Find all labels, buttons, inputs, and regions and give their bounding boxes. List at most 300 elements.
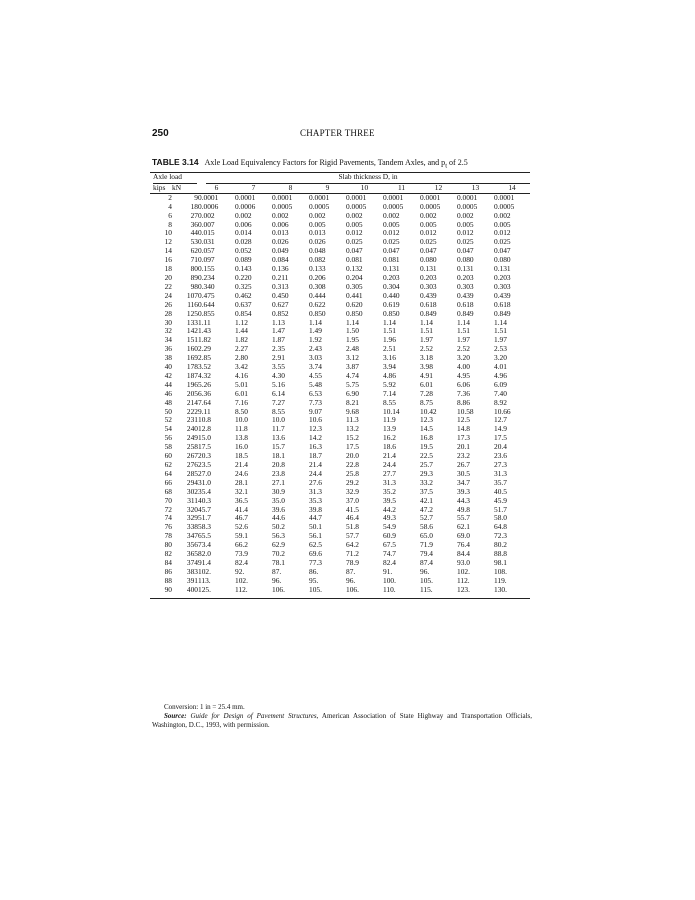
factor-cell: 2.91 <box>272 353 285 363</box>
kn-cell: 142 <box>186 326 198 336</box>
kn-cell: 36 <box>190 219 198 229</box>
slab-thickness-header: Slab thickness D, in <box>198 173 530 184</box>
factor-cell: 0.475 <box>198 290 215 300</box>
factor-cell: 80.2 <box>494 540 507 550</box>
factor-cell: 24.4 <box>309 468 322 478</box>
table-body <box>150 193 530 598</box>
factor-cell: 7.27 <box>272 397 285 407</box>
factor-cell: 0.133 <box>309 264 326 274</box>
kips-cell: 44 <box>164 379 172 389</box>
kn-cell: 347 <box>186 531 198 541</box>
kips-cell: 58 <box>164 442 172 452</box>
source-text: American Association of State Highway and Transportation Officials, Washington, D.C., 1993, with permission. <box>152 712 533 729</box>
factor-cell: 78.9 <box>346 557 359 567</box>
factor-cell: 0.849 <box>420 308 437 318</box>
factor-cell: 1.95 <box>346 335 359 345</box>
kn-cell: 62 <box>190 246 198 256</box>
factor-cell: 18.1 <box>272 451 285 461</box>
factor-cell: 40.5 <box>494 486 507 496</box>
factor-cell: 0.025 <box>383 237 400 247</box>
factor-cell: 1.92 <box>309 335 322 345</box>
factor-cell: 0.005 <box>494 219 511 229</box>
factor-cell: 0.131 <box>494 264 511 274</box>
factor-cell: 0.622 <box>309 299 326 309</box>
factor-cell: 130. <box>494 586 530 598</box>
factor-cell: 4.01 <box>494 362 507 372</box>
factor-cell: 0.0001 <box>309 192 330 202</box>
factor-cell: 96. <box>420 566 430 576</box>
factor-cell: 10.58 <box>457 406 474 416</box>
kn-cell: 160 <box>186 344 198 354</box>
conversion-note: Conversion: 1 in = 25.4 mm. <box>164 703 245 711</box>
factor-cell: 15.7 <box>272 442 285 452</box>
kips-cell: 32 <box>164 326 172 336</box>
kn-cell: 276 <box>186 460 198 469</box>
factor-cell: 0.084 <box>272 255 289 265</box>
kips-cell: 70 <box>164 495 172 505</box>
factor-cell: 0.852 <box>272 308 289 318</box>
factor-cell: 72.3 <box>494 531 507 541</box>
factor-cell: 0.203 <box>457 272 474 282</box>
kn-cell: 116 <box>187 299 198 309</box>
factor-cell: 51.8 <box>346 522 359 532</box>
chapter-title: CHAPTER THREE <box>300 128 375 138</box>
factor-cell: 24.6 <box>235 468 248 478</box>
factor-cell: 34.7 <box>457 477 470 487</box>
kn-cell: 302 <box>186 486 198 496</box>
factor-cell: 0.005 <box>346 219 363 229</box>
factor-cell: 0.0005 <box>494 201 515 211</box>
factor-cell: 55.7 <box>457 513 470 523</box>
factor-cell: 44.3 <box>457 495 470 505</box>
factor-cell: 110. <box>383 586 420 598</box>
factor-cell: 82.4 <box>235 557 248 567</box>
factor-cell: 105. <box>420 575 433 585</box>
kn-cell: 196 <box>186 379 198 389</box>
page-number: 250 <box>152 128 169 139</box>
kn-cell: 311 <box>187 495 198 505</box>
factor-cell: 17.3 <box>457 433 470 443</box>
kips-cell: 12 <box>164 237 172 247</box>
factor-cell: 0.850 <box>309 308 326 318</box>
factor-cell: 17.5 <box>198 442 211 452</box>
factor-cell: 119. <box>494 575 507 585</box>
factor-cell: 91.4 <box>198 557 211 567</box>
factor-cell: 27.3 <box>494 460 507 469</box>
factor-cell: 3.87 <box>346 362 359 372</box>
kips-cell: 72 <box>164 504 172 514</box>
factor-cell: 21.4 <box>383 451 396 461</box>
factor-cell: 10.14 <box>383 406 400 416</box>
factor-cell: 106. <box>272 586 309 598</box>
factor-cell: 2.29 <box>198 344 211 354</box>
factor-cell: 102. <box>457 566 470 576</box>
factor-cell: 71.2 <box>346 549 359 559</box>
kips-cell: 90 <box>150 586 172 598</box>
factor-cell: 32.1 <box>235 486 248 496</box>
kips-cell: 36 <box>164 344 172 354</box>
factor-cell: 17.5 <box>494 433 507 443</box>
factor-cell: 113. <box>198 575 211 585</box>
kips-cell: 68 <box>164 486 172 496</box>
factor-cell: 44.7 <box>309 513 322 523</box>
factor-cell: 3.16 <box>383 353 396 363</box>
kn-cell: 214 <box>186 397 198 407</box>
factor-cell: 62.5 <box>309 540 322 550</box>
factor-cell: 1.43 <box>198 326 211 336</box>
factor-cell: 0.047 <box>383 246 400 256</box>
factor-cell: 66.2 <box>235 540 248 550</box>
factor-cell: 9.07 <box>309 406 322 416</box>
factor-cell: 70.2 <box>272 549 285 559</box>
factor-cell: 1.44 <box>235 326 248 336</box>
factor-cell: 27.7 <box>383 468 396 478</box>
factor-cell: 6.90 <box>346 388 359 398</box>
factor-cell: 0.026 <box>272 237 289 247</box>
factor-cell: 0.308 <box>309 281 326 291</box>
factor-cell: 0.0005 <box>309 201 330 211</box>
factor-cell: 0.132 <box>346 264 363 274</box>
kips-cell: 2 <box>168 192 172 202</box>
thickness-header: 7 <box>235 184 272 193</box>
factor-cell: 1.51 <box>383 326 396 336</box>
factor-cell: 13.2 <box>346 424 359 434</box>
factor-cell: 2.51 <box>383 344 396 354</box>
factor-cell: 69.6 <box>309 549 322 559</box>
factor-cell: 50.2 <box>272 522 285 532</box>
factor-cell: 0.0001 <box>235 192 256 202</box>
factor-cell: 0.028 <box>235 237 252 247</box>
factor-cell: 82.4 <box>383 557 396 567</box>
kips-cell: 18 <box>164 264 172 274</box>
kips-cell: 74 <box>164 513 172 523</box>
factor-cell: 86. <box>309 566 319 576</box>
factor-cell: 0.450 <box>272 290 289 300</box>
factor-cell: 1.49 <box>309 326 322 336</box>
factor-cell: 0.015 <box>198 228 215 238</box>
kips-cell: 22 <box>164 281 172 291</box>
factor-cell: 2.27 <box>235 344 248 354</box>
factor-cell: 0.619 <box>383 299 400 309</box>
factor-cell: 0.089 <box>235 255 252 265</box>
factor-cell: 0.441 <box>346 290 363 300</box>
factor-cell: 0.313 <box>272 281 289 291</box>
factor-cell: 4.74 <box>346 370 359 380</box>
factor-cell: 3.03 <box>309 353 322 363</box>
kips-cell: 10 <box>164 228 172 238</box>
axle-load-table <box>150 172 530 599</box>
factor-cell: 1.14 <box>383 317 396 327</box>
factor-cell: 0.081 <box>383 255 400 265</box>
factor-cell: 4.86 <box>383 370 396 380</box>
factor-cell: 0.136 <box>272 264 289 274</box>
factor-cell: 0.305 <box>346 281 363 291</box>
factor-cell: 0.0001 <box>346 192 367 202</box>
factor-cell: 96. <box>346 575 356 585</box>
kn-header: kN <box>172 184 198 193</box>
factor-cell: 5.92 <box>383 379 396 389</box>
factor-cell: 2.52 <box>457 344 470 354</box>
source-note <box>152 712 532 730</box>
factor-cell: 0.012 <box>457 228 474 238</box>
factor-cell: 54.9 <box>383 522 396 532</box>
factor-cell: 1.13 <box>272 317 285 327</box>
factor-cell: 1.51 <box>420 326 433 336</box>
factor-cell: 45.9 <box>494 495 507 505</box>
factor-cell: 0.0006 <box>198 201 219 211</box>
kn-cell: 178 <box>186 362 198 372</box>
kips-cell: 30 <box>164 317 172 327</box>
factor-cell: 1.87 <box>272 335 285 345</box>
factor-cell: 91. <box>383 566 393 576</box>
factor-cell: 0.220 <box>235 272 252 282</box>
kips-cell: 24 <box>164 290 172 300</box>
kn-cell: 374 <box>186 557 198 567</box>
factor-cell: 0.303 <box>457 281 474 291</box>
factor-cell: 4.00 <box>457 362 470 372</box>
factor-cell: 0.047 <box>420 246 437 256</box>
factor-cell: 64.2 <box>346 540 359 550</box>
factor-cell: 2.52 <box>420 344 433 354</box>
factor-cell: 1.14 <box>346 317 359 327</box>
factor-cell: 32.9 <box>346 486 359 496</box>
factor-cell: 14.2 <box>309 433 322 443</box>
factor-cell: 0.006 <box>272 219 289 229</box>
factor-cell: 73.4 <box>198 540 211 550</box>
factor-cell: 4.16 <box>235 370 248 380</box>
factor-cell: 6.36 <box>198 388 211 398</box>
factor-cell: 2.85 <box>198 353 211 363</box>
factor-cell: 5.01 <box>235 379 248 389</box>
factor-cell: 0.303 <box>420 281 437 291</box>
kn-cell: 320 <box>186 504 198 514</box>
kn-cell: 107 <box>186 290 198 300</box>
factor-cell: 16.2 <box>383 433 396 443</box>
factor-cell: 0.002 <box>198 210 215 220</box>
factor-cell: 0.0001 <box>494 192 515 202</box>
kips-cell: 66 <box>164 477 172 487</box>
factor-cell: 88.8 <box>494 549 507 559</box>
factor-cell: 4.96 <box>494 370 507 380</box>
factor-cell: 9.11 <box>198 406 211 416</box>
thickness-header: 10 <box>346 184 383 193</box>
factor-cell: 64.8 <box>494 522 507 532</box>
factor-cell: 62.1 <box>457 522 470 532</box>
factor-cell: 0.047 <box>457 246 474 256</box>
factor-cell: 0.234 <box>198 272 215 282</box>
factor-cell: 25.8 <box>346 468 359 478</box>
factor-cell: 0.012 <box>420 228 437 238</box>
factor-cell: 95. <box>309 575 319 585</box>
factor-cell: 6.14 <box>272 388 285 398</box>
factor-cell: 78.1 <box>272 557 285 567</box>
factor-cell: 0.080 <box>494 255 511 265</box>
factor-cell: 8.55 <box>383 397 396 407</box>
factor-cell: 1.51 <box>494 326 507 336</box>
factor-cell: 10.6 <box>309 415 322 425</box>
factor-cell: 79.4 <box>420 549 433 559</box>
factor-cell: 3.20 <box>457 353 470 363</box>
factor-cell: 20.3 <box>198 451 211 461</box>
factor-cell: 87. <box>272 566 282 576</box>
factor-cell: 3.20 <box>494 353 507 363</box>
factor-cell: 4.95 <box>457 370 470 380</box>
kn-cell: 383 <box>186 566 198 576</box>
factor-cell: 1.96 <box>383 335 396 345</box>
factor-cell: 7.28 <box>420 388 433 398</box>
factor-cell: 10.0 <box>235 415 248 425</box>
kn-cell: 27 <box>190 210 198 220</box>
factor-cell: 5.75 <box>346 379 359 389</box>
factor-cell: 1.51 <box>457 326 470 336</box>
factor-cell: 69.0 <box>457 531 470 541</box>
factor-cell: 12.3 <box>420 415 433 425</box>
factor-cell: 0.203 <box>383 272 400 282</box>
source-title: Guide for Design of Pavement Structures, <box>190 712 319 720</box>
factor-cell: 41.5 <box>346 504 359 514</box>
factor-cell: 125. <box>198 586 235 598</box>
factor-cell: 12.8 <box>198 424 211 434</box>
factor-cell: 7.16 <box>235 397 248 407</box>
factor-cell: 10.8 <box>198 415 211 425</box>
kn-cell: 285 <box>186 468 198 478</box>
factor-cell: 20.1 <box>457 442 470 452</box>
factor-cell: 0.047 <box>346 246 363 256</box>
kn-cell: 231 <box>186 415 198 425</box>
factor-cell: 0.080 <box>457 255 474 265</box>
factor-cell: 27.6 <box>309 477 322 487</box>
factor-cell: 3.52 <box>198 362 211 372</box>
factor-cell: 0.850 <box>383 308 400 318</box>
factor-cell: 4.91 <box>420 370 433 380</box>
factor-cell: 6.53 <box>309 388 322 398</box>
factor-cell: 0.025 <box>420 237 437 247</box>
kn-cell: 356 <box>186 540 198 550</box>
factor-cell: 45.7 <box>198 504 211 514</box>
factor-cell: 6.09 <box>494 379 507 389</box>
factor-cell: 0.627 <box>272 299 289 309</box>
kips-cell: 62 <box>164 460 172 469</box>
factor-cell: 1.11 <box>198 317 211 327</box>
factor-cell: 1.14 <box>420 317 433 327</box>
header-row-columns <box>150 184 530 193</box>
factor-cell: 84.4 <box>457 549 470 559</box>
factor-cell: 0.026 <box>309 237 326 247</box>
factor-cell: 123. <box>457 586 494 598</box>
factor-cell: 8.75 <box>420 397 433 407</box>
factor-cell: 0.849 <box>494 308 511 318</box>
kips-cell: 50 <box>164 406 172 416</box>
factor-cell: 37.5 <box>420 486 433 496</box>
factor-cell: 29.3 <box>420 468 433 478</box>
kn-cell: 365 <box>186 549 198 559</box>
factor-cell: 0.211 <box>272 272 289 282</box>
kips-cell: 84 <box>164 557 172 567</box>
thickness-header: 9 <box>309 184 346 193</box>
factor-cell: 33.2 <box>420 477 433 487</box>
factor-cell: 73.9 <box>235 549 248 559</box>
factor-cell: 2.35 <box>272 344 285 354</box>
factor-cell: 0.082 <box>309 255 326 265</box>
factor-cell: 0.006 <box>235 219 252 229</box>
table-title: Axle Load Equivalency Factors for Rigid Pavements, Tandem Axles, and p <box>204 158 446 167</box>
factor-cell: 13.6 <box>272 433 285 443</box>
axle-load-header: Axle load <box>150 173 198 184</box>
factor-cell: 18.6 <box>383 442 396 452</box>
factor-cell: 65.0 <box>420 531 433 541</box>
factor-cell: 2.80 <box>235 353 248 363</box>
kips-cell: 20 <box>164 272 172 282</box>
factor-cell: 44.2 <box>383 504 396 514</box>
factor-cell: 19.5 <box>420 442 433 452</box>
factor-cell: 0.0001 <box>272 192 293 202</box>
factor-cell: 0.131 <box>457 264 474 274</box>
factor-cell: 0.855 <box>198 308 215 318</box>
factor-cell: 58.6 <box>420 522 433 532</box>
kn-cell: 18 <box>190 201 198 211</box>
factor-cell: 31.3 <box>494 468 507 478</box>
kn-cell: 249 <box>186 433 198 443</box>
kips-cell: 78 <box>164 531 172 541</box>
factor-cell: 0.849 <box>457 308 474 318</box>
kn-cell: 294 <box>186 477 198 487</box>
factor-cell: 22.8 <box>346 460 359 469</box>
factor-cell: 0.002 <box>383 210 400 220</box>
factor-cell: 27.0 <box>198 468 211 478</box>
kn-cell: 89 <box>190 272 198 282</box>
kn-cell: 258 <box>186 442 198 452</box>
factor-cell: 12.7 <box>494 415 507 425</box>
factor-cell: 7.40 <box>494 388 507 398</box>
factor-cell: 17.5 <box>346 442 359 452</box>
factor-cell: 74.7 <box>383 549 396 559</box>
factor-cell: 11.8 <box>235 424 248 434</box>
factor-cell: 49.3 <box>383 513 396 523</box>
factor-cell: 26.7 <box>457 460 470 469</box>
factor-cell: 42.1 <box>420 495 433 505</box>
factor-cell: 87.4 <box>420 557 433 567</box>
factor-cell: 3.74 <box>309 362 322 372</box>
factor-cell: 100. <box>383 575 396 585</box>
table-title-subscript: t <box>445 162 448 170</box>
factor-cell: 16.0 <box>235 442 248 452</box>
factor-cell: 1.97 <box>494 335 507 345</box>
factor-cell: 3.18 <box>420 353 433 363</box>
factor-cell: 6.01 <box>235 388 248 398</box>
thickness-header: 14 <box>494 184 530 193</box>
factor-cell: 0.013 <box>309 228 326 238</box>
factor-cell: 76.4 <box>457 540 470 550</box>
thickness-header: 8 <box>272 184 309 193</box>
table-caption <box>152 157 552 170</box>
factor-cell: 0.131 <box>383 264 400 274</box>
kn-cell: 80 <box>190 264 198 274</box>
factor-cell: 58.0 <box>494 513 507 523</box>
factor-cell: 44.6 <box>272 513 285 523</box>
factor-cell: 35.3 <box>309 495 322 505</box>
factor-cell: 0.002 <box>494 210 511 220</box>
factor-cell: 112. <box>457 575 470 585</box>
factor-cell: 10.0 <box>272 415 285 425</box>
factor-cell: 16.8 <box>420 433 433 443</box>
kn-cell: 133 <box>186 317 198 327</box>
factor-cell: 7.64 <box>198 397 211 407</box>
factor-cell: 62.9 <box>272 540 285 550</box>
table-title-suffix: of 2.5 <box>447 158 468 167</box>
factor-cell: 0.0006 <box>235 201 256 211</box>
factor-cell: 0.620 <box>346 299 363 309</box>
factor-cell: 0.204 <box>346 272 363 282</box>
